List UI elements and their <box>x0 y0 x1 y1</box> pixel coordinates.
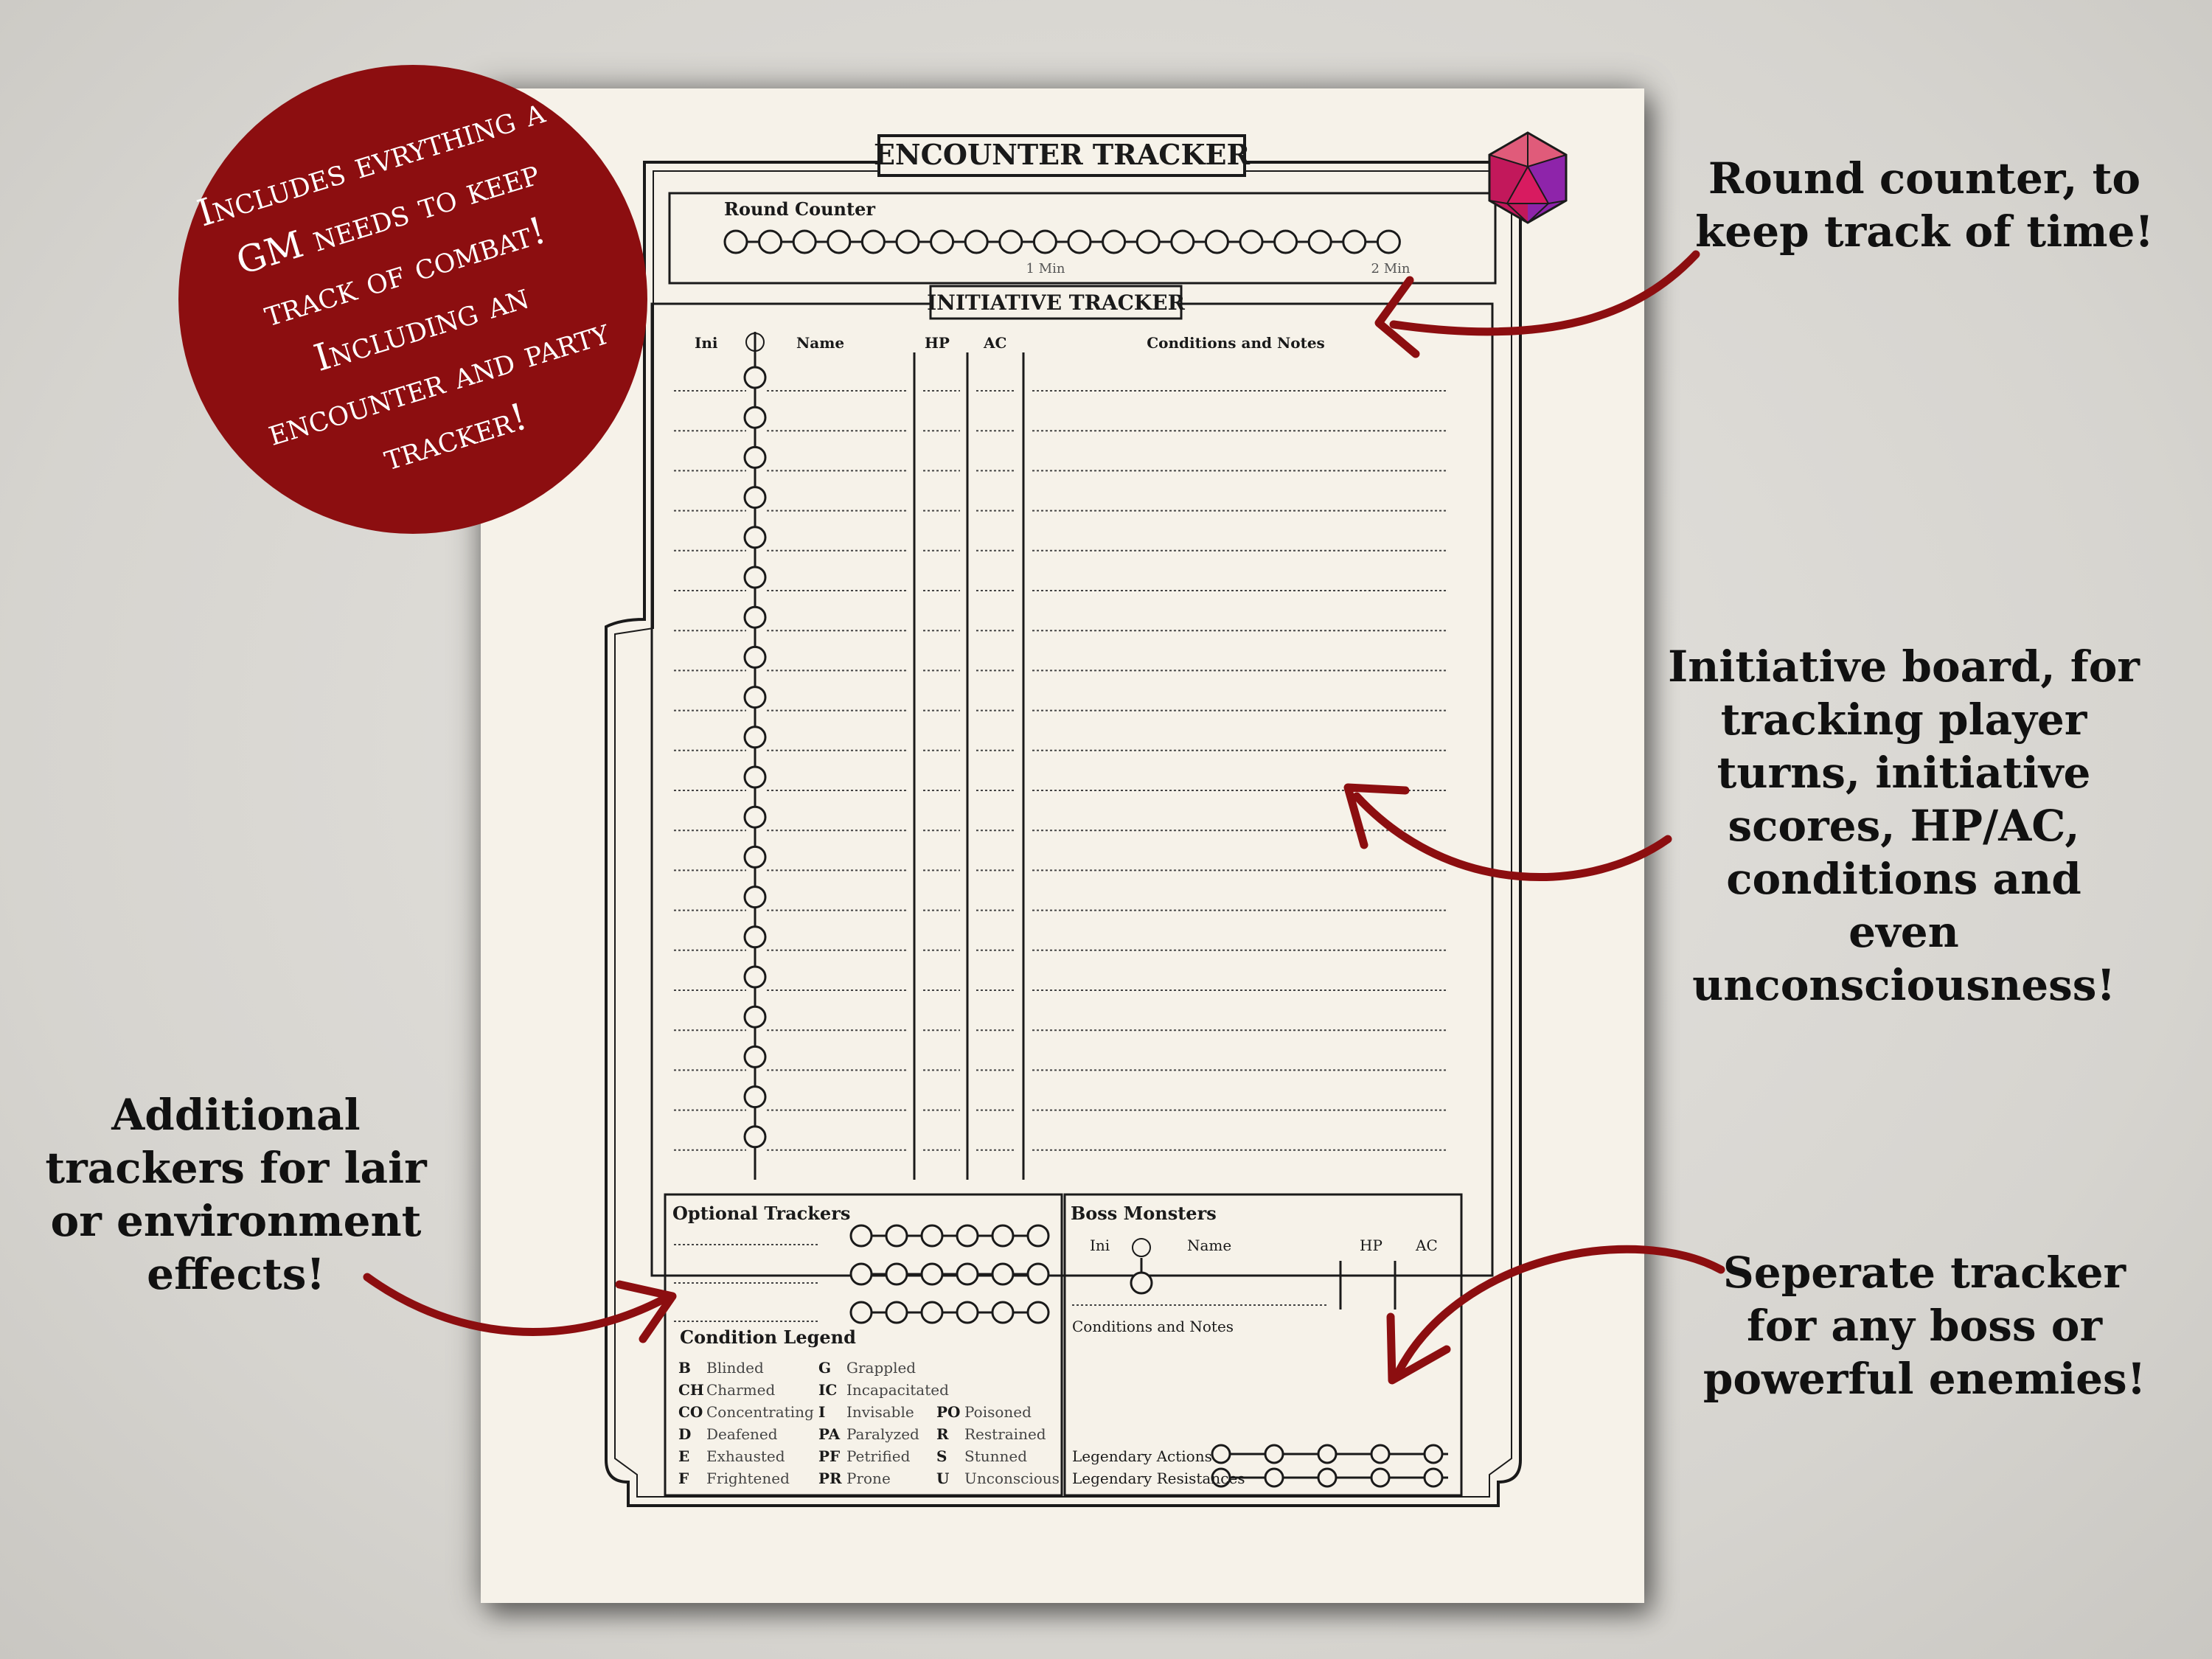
legend-code: G <box>818 1359 832 1377</box>
legend-name: Unconscious <box>964 1470 1060 1487</box>
arrow-initiative <box>1357 796 1668 877</box>
condition-legend-title: Condition Legend <box>680 1326 856 1348</box>
badge-text: Includes evrything a GM needs to keep track of combat! Including an encounter and party tracker! <box>192 88 614 479</box>
boss-ini: Ini <box>1090 1237 1110 1254</box>
legend-name: Poisoned <box>964 1403 1032 1421</box>
callout-boss: Seperate tracker for any boss or powerful enemies! <box>1703 1248 2146 1404</box>
legendary-actions-label: Legendary Actions <box>1072 1447 1212 1465</box>
legend-name: Invisable <box>846 1403 914 1421</box>
optional-trackers-title: Optional Trackers <box>672 1203 851 1224</box>
header-hp: HP <box>925 334 950 352</box>
boss-notes-label: Conditions and Notes <box>1072 1318 1234 1335</box>
legend-code: B <box>678 1359 691 1377</box>
legend-name: Stunned <box>964 1447 1028 1465</box>
legend-code: PA <box>818 1425 841 1443</box>
legend-code: R <box>936 1425 949 1443</box>
callout-initiative: Initiative board, for tracking player turns, initiative scores, HP/AC, conditions and even unconsciousness! <box>1668 641 2140 1010</box>
boss-name: Name <box>1187 1237 1232 1254</box>
legend-code: U <box>936 1470 950 1487</box>
header-ini: Ini <box>695 334 718 352</box>
legend-name: Paralyzed <box>846 1425 919 1443</box>
legend-name: Deafened <box>706 1425 778 1443</box>
legend-code: CH <box>678 1381 704 1399</box>
legendary-resistances-label: Legendary Resistances <box>1072 1470 1245 1487</box>
initiative-title: INITIATIVE TRACKER <box>927 291 1185 315</box>
legend-code: CO <box>678 1403 703 1421</box>
round-counter-label: Round Counter <box>724 198 875 220</box>
round-marker-1: 1 Min <box>1026 261 1065 276</box>
callout-additional: Additional trackers for lair or environment effects! <box>45 1090 427 1299</box>
legend-name: Frightened <box>706 1470 790 1487</box>
legend-code: PO <box>936 1403 961 1421</box>
arrow-round <box>1394 254 1696 332</box>
header-notes: Conditions and Notes <box>1147 334 1325 352</box>
sheet-title: ENCOUNTER TRACKER <box>873 138 1251 171</box>
legend-name: Prone <box>846 1470 891 1487</box>
legend-name: Grappled <box>846 1359 917 1377</box>
legend-code: IC <box>818 1381 838 1399</box>
arrow-round-head <box>1379 280 1416 354</box>
legend-name: Charmed <box>706 1381 776 1399</box>
legend-name: Blinded <box>706 1359 764 1377</box>
boss-ac: AC <box>1416 1237 1438 1254</box>
header-name: Name <box>796 334 845 352</box>
boss-hp: HP <box>1360 1237 1382 1254</box>
legend-name: Restrained <box>964 1425 1046 1443</box>
legend-name: Incapacitated <box>846 1381 949 1399</box>
legend-code: S <box>936 1447 947 1465</box>
legend-name: Petrified <box>846 1447 911 1465</box>
legend-code: I <box>818 1403 826 1421</box>
header-ac: AC <box>984 334 1007 352</box>
arrow-boss <box>1398 1249 1721 1373</box>
legend-code: D <box>678 1425 692 1443</box>
legend-code: PF <box>818 1447 841 1465</box>
legend-name: Concentrating <box>706 1403 814 1421</box>
callout-round: Round counter, to keep track of time! <box>1695 153 2154 257</box>
round-marker-2: 2 Min <box>1371 261 1411 276</box>
boss-title: Boss Monsters <box>1071 1203 1217 1224</box>
legend-code: PR <box>818 1470 842 1487</box>
legend-code: F <box>678 1470 689 1487</box>
legend-name: Exhausted <box>706 1447 785 1465</box>
legend-code: E <box>678 1447 690 1465</box>
